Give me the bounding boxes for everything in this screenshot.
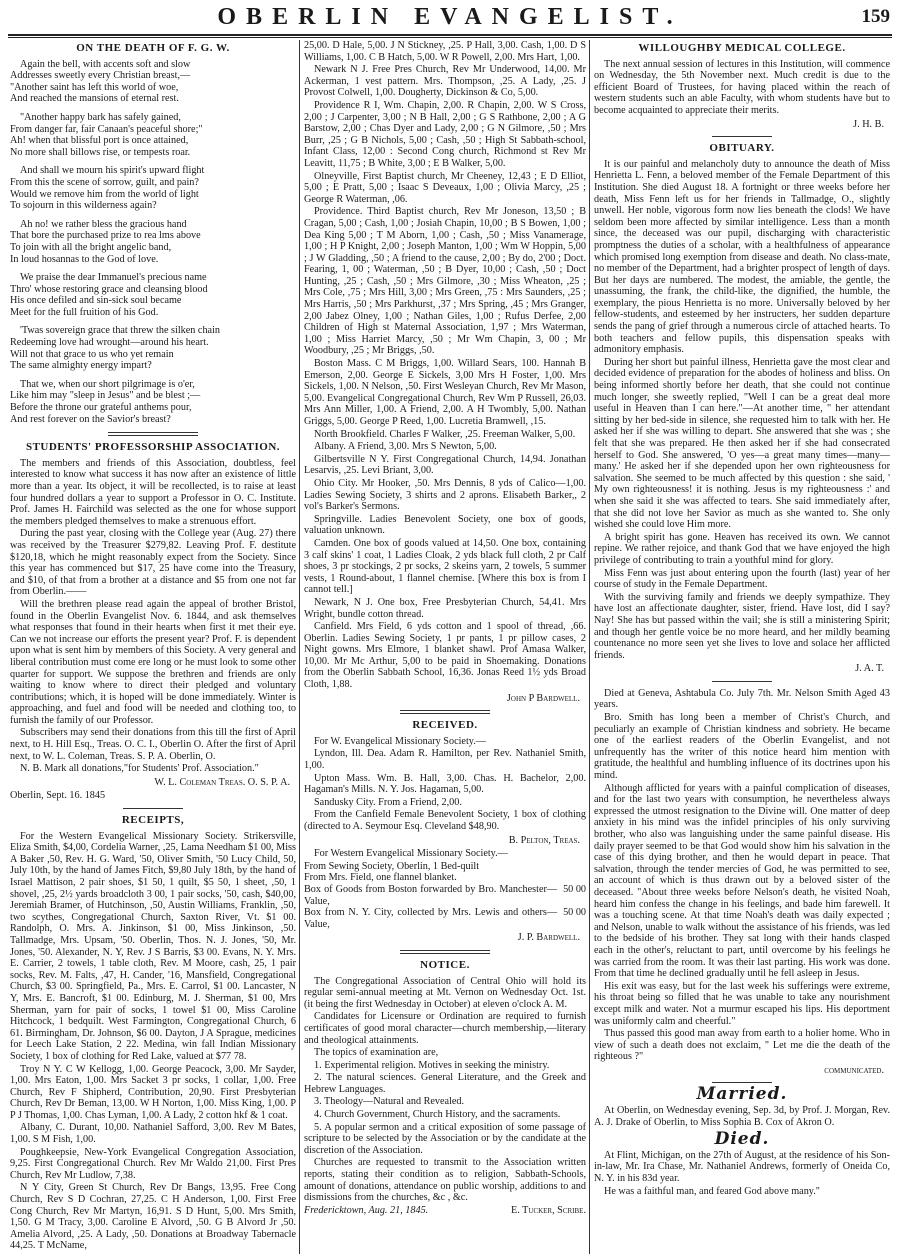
college-signature: J. H. B.: [853, 118, 884, 130]
poem-stanza: Ah no! we rather bless the gracious hand That bore the purchased prize to rea lms above To join with all the bright angelic band, In loud hosannas to the God of love.: [10, 218, 201, 265]
received-title: RECEIVED.: [412, 719, 478, 732]
section-divider: [400, 950, 490, 954]
receipts-paragraph: Boston Mass. C M Briggs, 1,00. Willard Sears, 100. Hannah B Emerson, 2,00. George E Sickels, 3,00 Mrs H Foster, 1,00. Mrs Sickels, 1,00. N Nelson, ,50. First Wesleyan Church, Rev Mr Mason, 5,00. Evangelical Congregational Church, Rev Wm P Russell, 26,03. Mrs Ann Miller, 1,00. A Friend, 2,00. A H Twombly, 5,00. Nathan Griggs, 5,00. George P Reed, 1,00. Lucretia Bramwell, ,15.: [304, 358, 586, 427]
column-1: [10, 40, 296, 1254]
receipts-paragraph: Newark, N J. One box, Free Presbyterian Church, 54,41. Mrs Wright, bundle cotton thread.: [304, 596, 586, 620]
obituary-paragraph: A bright spirit has gone. Heaven has received its own. We cannot repine. We rather rejoice, and thank God that we have enjoyed the high privilege of contributing to train a youthful mind for glory.: [594, 531, 890, 566]
ledger-text: Box of Goods from Boston forwarded by Bro. Manchester—Value,: [304, 883, 558, 907]
poem-stanza: 'Twas sovereign grace that threw the silken chain Redeeming love had wrought—around his heart. Will not that grace to us who yet remain The same almighty energy impart?: [10, 325, 220, 372]
assoc-paragraph: The members and friends of this Association, doubtless, feel interested to know what success it has now after an existence of little more than a year. Its object, it will be recollected, is to raise at least four hundred dollars a year to support a Professor in O. C. Institute. Prof. James H. Fairchild was selected as the one for whose support the members pledged themselves to make a strenuous effort.: [10, 457, 296, 527]
assoc-title: STUDENTS' PROFESSORSHIP ASSOCIATION.: [25, 441, 281, 454]
died-paragraph: Died at Geneva, Ashtabula Co. July 7th. Mr. Nelson Smith Aged 43 years.: [594, 687, 890, 711]
receipts-paragraph: Albany. A Friend, 3,00. Mrs S Newton, 5,00.: [314, 441, 497, 453]
receipts-paragraph: Canfield. Mrs Field, 6 yds cotton and 1 spool of thread, ,66. Oberlin. Ladies Sewing Society, 1 pr pants, 1 pr pillow cases, 2 Night gowns. Mrs Elmore, 1 blanket shawl. Prof Amasa Walker, 10,00. Mr Mc Arthur, 5,00 to be paid in Shoemaking. Donations from the Oberlin Sabbath School, 16,36. Jonas Reed 1½ yds Broad Cloth, 1,88.: [304, 621, 586, 691]
receipts-paragraph: Troy N Y. C W Kellogg, 1,00. George Peacock, 3,00. Mr Sayder, 1,00. Mrs Eaton, 1,00. Mrs Sacket 3 pr socks, 1 collar, 1,00. Free Church, Rev F Shipherd, Contribution, 20,90. First Presbyterian Church, Rev Dr Beman, 13,00. W H Norton, 1,00. Miss King, 1,00. P P J Thomas, 1,00. Chas Lyman, 1,00. A Lady, 2 cotton hkf & 1 coat.: [10, 1063, 296, 1121]
receipts-paragraph: Olneyville, First Baptist church, Mr Cheeney, 12,43 ; E D Elliot, 5,00 ; E Pratt, 5,00 ; Isaac S Deveaux, 1,00 ; Olivia Marcy, ,25 ; George R Waterman, ,06.: [304, 170, 586, 205]
obituary-title: OBITUARY.: [709, 142, 775, 155]
masthead-rule: [8, 34, 892, 36]
column-2: [304, 40, 586, 1254]
receipts-paragraph: Newark N J. Free Pres Church, Rev Mr Underwood, 14,00. Mr Ackerman, 1 vest pattern. Mrs. Thompson, ,25. A Lady, ,25. J Provost Colwell, 1,00. Dougherty, Dickinson & Co, 5,00.: [304, 64, 586, 99]
received-paragraph: From the Canfield Female Benevolent Society, 1 box of clothing (directed to A. Seymour Esq. Cleveland $48,90.: [304, 809, 586, 832]
section-divider: [712, 1082, 772, 1083]
notice-paragraph: The topics of examination are,: [314, 1047, 439, 1059]
receipts-paragraph: North Brookfield. Charles F Walker, ,25. Freeman Walker, 5,00.: [314, 428, 576, 440]
died2-paragraph: At Flint, Michigan, on the 27th of August, at the residence of his Son-in-law, Mr. Ira Chase, Mr. Nathaniel Andrews, formerly of Oneida Co, N. Y. in his 83d year.: [594, 1149, 890, 1185]
married-paragraph: At Oberlin, on Wednesday evening, Sep. 3d, by Prof. J. Morgan, Rev. A. J. Drake of Oberlin, to Miss Sophia B. Cox of Akron O.: [594, 1105, 890, 1128]
ledger-row: [304, 884, 586, 907]
ledger-row: [304, 861, 586, 873]
notice-paragraph: 4. Church Government, Church History, and the sacraments.: [314, 1109, 561, 1121]
section-divider: [123, 808, 183, 809]
ledger-text: From Sewing Society, Oberlin, 1 Bed-quilt: [304, 860, 480, 872]
section-divider: [712, 681, 772, 682]
ledger-text: From Mrs. Field, one flannel blanket.: [304, 872, 457, 884]
notice-paragraph: Churches are requested to transmit to the Association written reports, stating their condition as to religion, Sabbath-Schools, amount of donations, attendance on public worship, additions to and dismissions from the churches, &c , &c.: [304, 1157, 586, 1204]
notice-paragraph: 5. A popular sermon and a critical exposition of some passage of scripture to be selected by the Association or by the candidate at the discretion of the Association.: [304, 1121, 586, 1156]
received-paragraph: For W. Evangelical Missionary Society.—: [314, 735, 486, 747]
ledger-amount: [580, 872, 586, 884]
notice-place: Fredericktown, Aug. 21, 1845.: [304, 1204, 429, 1216]
notice-paragraph: 3. Theology—Natural and Revealed.: [314, 1096, 465, 1108]
newspaper-title: OBERLIN EVANGELIST.: [217, 4, 683, 30]
notice-signature: E. Tucker, Scribe.: [511, 1204, 586, 1216]
receipts-paragraph: Albany, C. Durant, 10,00. Nathaniel Safford, 3,00. Rev M Bates, 1,00. S M Fish, 1,00.: [10, 1122, 296, 1146]
assoc-paragraph: During the past year, closing with the College year (Aug. 27) there was received by the Treasurer $279,82. Leaving Prof. F. destitute $120,18, which he might reasonably expect from the Society. Since this year has commenced but $17, 25 have come into the Treasury, and $10, of that from a brother at a distance and $5 from one not far from Oberlin.——: [10, 528, 296, 598]
married-title: Married.: [696, 1084, 788, 1105]
notice-paragraph: Candidates for Licensure or Ordination are required to furnish certificates of good moral character—church membership,—literary and theological attainments.: [304, 1011, 586, 1046]
notice-title: NOTICE.: [420, 958, 470, 971]
college-paragraph: The next annual session of lectures in this Institution, will commence on Wednesday, the 5th November next. Much credit is due to the efficient Board of Trustees, for having placed within the reach of western students such an able Faculty, with whom students have but to become acquainted to appreciate their merits.: [594, 58, 890, 116]
obituary-signature: J. A. T.: [855, 663, 884, 675]
died-paragraph: Bro. Smith has long been a member of Christ's Church, and peculiarly an example of Christian kindness and sobriety. He became one of the earliest readers of the Oberlin Evangelist, and not unfrequently has the writer of this notice heard him mention with gratitude, the healthful and humbling influence of its doctrines upon his mind.: [594, 712, 890, 782]
died2-title: Died.: [714, 1129, 770, 1150]
poem-stanza: And shall we mourn his spirit's upward flight From this the scene of sorrow, guilt, and pain? Would we remove him from the world of light To sojourn in this wilderness again?: [10, 165, 205, 212]
ledger-row: [304, 872, 586, 884]
receipts-title: RECEIPTS,: [121, 814, 185, 827]
notice-footer: [304, 1205, 586, 1217]
poem-stanza: "Another happy bark has safely gained, From danger far, fair Canaan's peaceful shore;" Ah! when that blissful port is once attained, No more shall billows rise, or tempests roar.: [10, 111, 203, 158]
obituary-paragraph: During her short but painful illness, Henrietta gave the most clear and decided evidence of preparation for the abodes of holiness and bliss. On being informed shortly before her death, that she could not continue much longer, she sweetly replied, "Well I can be a great deal more useful in Heaven than I can here."—At another time, " her attendant sitting by her bed-side in silence, she requested him to talk with her. He asked her if she was willing to depart. She answered that she was ; she felt that she was prepared. He then asked her if she had consecrated herself to God. She answered, 'O yes—a great many times—many—many.' He asked her if she depended upon her own righteousness for salvation. She seemed to be much affected by this question : she said, ' My own righteousness! it is nothing. Jesus is my righteousness :' and when she said it she was affected to tears. She said immediately after, that she did not love her Savior as much as she wanted to. She only wished she could love Him more.: [594, 356, 890, 531]
masthead: [8, 4, 892, 36]
receipts-paragraph: 25,00. D Hale, 5,00. J N Stickney, ,25. P Hall, 3,00. Cash, 1,00. D S Williams, 1,00. C B Hatch, 5,00. W R Powell, 2,00. Mrs Hart, 1,00.: [304, 40, 586, 63]
received-signature: B. Pelton, Treas.: [508, 834, 580, 846]
obituary-paragraph: It is our painful and melancholy duty to announce the death of Miss Henrietta L. Fenn, a beloved member of the Female Department of this Institution. She died August 18. A fortnight or three weeks before her death, Miss Fenn left us for her friends in Tallmadge, O., slightly unwell. Her noble, vigorous form now lies beneath the clods! We have seldom been more affected by similar intelligence. Less than a month since, the deceased was our pupil, discharging with characteristic promptness the duties of a scholar, with a healthfulness of appearance which promised long exemption from disease and death. No class-mate, no member of the Department, had a brighter prospect of length of days. But her days are numbered. The modest, the amiable, the gentle, the unassuming, the frank, the child-like, the dignified, the humble, the exemplary, the pious Henrietta is no more. Universally beloved by her fellow-students, and esteemed by her instructers, her sudden departure sends the pang of grief through a numerous circle of attached hearts. To both teachers and fellow pupils, this dispensation speaks with admonitory emphasis.: [594, 158, 890, 356]
received-signature: J. P. Bardwell.: [517, 932, 580, 944]
died-paragraph: Thus passed this good man away from earth to a holier home. Who in view of such a death does not exclaim, " Let me die the death of the righteous ?": [594, 1028, 890, 1063]
page-number: 159: [861, 6, 890, 27]
poem: [10, 59, 296, 426]
receipts-signature: John P Bardwell.: [506, 692, 580, 704]
column-3: [594, 40, 890, 1254]
section-divider: [108, 432, 198, 436]
receipts-paragraph: Camden. One box of goods valued at 14,50. One box, containing 3 calf skins' 1 coat, 1 Ladies Cloak, 2 yds black full cloth, 2 pr Calf shoes, 3 pr stockings, 2 pr socks, 2 skeins yarn, 2 towels, 5 summer vests, 1 Round-about, 1 flannel chemise. [Where this box is from I cannot tell.]: [304, 537, 586, 596]
notice-paragraph: 2. The natural sciences. General Literature, and the Greek and Hebrew Languages.: [304, 1072, 586, 1095]
column-divider: [299, 40, 300, 1254]
assoc-signature: W. L. Coleman Treas. O. S. P. A.: [154, 776, 290, 788]
received-paragraph: Upton Mass. Wm. B. Hall, 3,00. Chas. H. Bachelor, 2,00. Hagaman's Mills. N. Y. Jos. Hagaman, 5,00.: [304, 772, 586, 796]
receipts-paragraph: Gilbertsville N Y. First Congregational Church, 14,94. Jonathan Lesarvis, ,25. Levi Briant, 3,00.: [304, 453, 586, 477]
notice-paragraph: The Congregational Association of Central Ohio will hold its regular semi-annual meeting at Mt. Vernon on Wednesday Oct. 1st. (it being the first Wednesday in October) at eleven o'clock A. M.: [304, 975, 586, 1010]
ledger-text: Box from N. Y. City, collected by Mrs. Lewis and others—Value,: [304, 907, 558, 930]
notice-paragraph: 1. Experimental religion. Motives in seeking the ministry.: [314, 1059, 550, 1071]
died-paragraph: Although afflicted for years with a painful complication of diseases, and for the last two years with consumption, he nevertheless always expressed the utmost resignation to the Divine will. One matter of deep anxiety in his mind was the infidel principles of his only surviving brother, who also was languishing under the same painful disease. His daily prayer seemed to be that God would show him his salvation in the case of this dying brother, and then he would depart in peace. That salvation, through the tender mercies of God, he was permitted to see, an account of which is thus drawn out by a beloved sister of the deceased. "About three weeks before Nelson's death, he visited Noah, heard him confess the change in his feelings, and bade him farewell. It was a touching scene. At that time Noah's death was daily expected ; and Nelson, unable to walk without the assistance of his friends, was led to the bedside of his brother. They sat long with their hands clasped each in the other's, reluctant to part, until overcome by his feelings he was carried from the room. It was their last parting. His work was done. From that time he declined gradually until he fell asleep in Jesus.: [594, 782, 890, 980]
receipts-paragraph: Providence. Third Baptist church, Rev Mr Joneson, 13,50 ; B Cragan, 5,00 ; Cash, 1,00 ; Josiah Chapin, 10,00 ; B S Bowen, 1,00 ; Dea King 5,00 ; T M Aborn, 1,00 ; Cash, ,50 ; Miss Vanamerage, 1,00 ; H P Knight, 2,00 ; Joseph Manton, 1,00 ; Wm W Hoppin, 5,00 ; J W Gladding, ,50 ; A friend to the cause, 2,00 ; By do, 2'00 ; Doct. Fearing, 1, 00 ; Waterman, ,50 ; B Dyer, 10,00 ; Cash, ,50 ; Doct Hunting, ,25 ; Cash, ,50 ; Mrs Gilmore, ,30 ; Miss Wheaton, ,25 ; Mrs Cole, ,75 ; Mrs Hill, 3,00 ; Mrs Green, ,75 : Mrs Saunders, ,25 ; Mrs Harris, ,50 ; Mrs Parkhurst, ,37 ; Mrs Spring, ,45 ; Mrs Granger, 2,00 Jabez Olney, 1,00 ; Nathan Giles, 1,00 ; Rufus Derfee, 2,00 Children of High st Maternal Association, 1,97 ; Mrs Waterman, 1,00 ; Miss Harriet Marcy, ,50 ; Mr Wm Chapin, 3, 00 ; Mr Woodbury, ,25 ; Mr Briggs, ,50.: [304, 206, 586, 357]
receipts-paragraph: Springville. Ladies Benevolent Society, one box of goods, valuation unknown.: [304, 513, 586, 537]
died-paragraph: His exit was easy, but for the last week his sufferings were extreme, his throat being so filled that he was unable to take any nourishment except milk and water. Not a murmur escaped his lips. His deportment was uniformly calm and cheerful.": [594, 980, 890, 1027]
poem-title: ON THE DEATH OF F. G. W.: [76, 42, 230, 54]
receipts-paragraph: For the Western Evangelical Missionary Society. Strikersville, Eliza Smith, $4,00, Cordelia Warner, ,25, Lama Needham $1 00, Miss A Baker ,50, Rev. H. G. Ward, '50, Oliver Smith, '50 Lucy Child, 50, July 10th, by the hand of James Fitch, $9,80 July 18th, by the hand of Israel Mattison, 2 pair shoes, $1 50, 1 quilt, $5 50, 1 sheet, ,50, 1 shovel, ,25, 2½ yards broadcloth 3 00, 1 pair socks, '50, cash, $40,00, Jeremiah Bramer, of Hutchinson, ,50, Austin Williams, Franklin, ,50, two scythes, Congregational Church, Saxton River, Vt. $1 00. Randolph, O. Mrs. A. Jinkinson, $1 00, Miss Jinkinson, ,50. Tallmadge, Mrs. Upsam, '50. Oberlin, Thos. N. J. Jones, '50, Mr. Jones, '50. Alexander, N. Y, Rev. J S Barris, $3 00. Evans, N. Y. Mrs. E. Carrier, 2 towels, 1 table cloth, Rev. M Moore, cash, 25, 1 pair socks, Rev. M. Falts, ,47, H. Cander, '16, Mansfield, Congregational Church, $3 00. Springfield, Pa., Mrs. E. Carrol, $1 00. Lancaster, N Y, Mrs. E. Bancroft, $1 00. Edinburg, M. J. Sherman, $1 00, Mrs Sherman, yarn for pair of socks, 1 towel $1 00, Miss Caroline Hitchcock, 1 bedquilt. West Farmington, Congregational Church, 6 61. Birmingham, Dr. Johnson, $6 00. Dayton, J A Sprague, medicines for Leech Lake Station, 2 22. Medina, win fall Indian Missionary Society, 1 box of clothing for Red Lake, valued at $77 78.: [10, 830, 296, 1062]
ledger-amount: [580, 861, 586, 873]
received-paragraph: For Western Evangelical Missionary Society.—: [314, 848, 508, 860]
died-signature: communicated.: [824, 1064, 884, 1076]
received-paragraph: Sandusky City. From a Friend, 2,00.: [314, 796, 462, 808]
poem-stanza: We praise the dear Immanuel's precious name Thro' whose restoring grace and cleansing blood His once defiled and sin-sick soul became Meet for the full fruition of his God.: [10, 272, 208, 318]
receipts-paragraph: Ohio City. Mr Hooker, ,50. Mrs Dennis, 8 yds of Calico—1,00. Ladies Sewing Society, 3 shirts and 2 aprons. Elisabeth Barker,, 2 vol's Barker's Sermons.: [304, 477, 586, 513]
ledger-amount: 50 00: [563, 907, 586, 919]
section-divider: [712, 136, 772, 137]
ledger-amount: 50 00: [563, 883, 586, 895]
column-divider: [589, 40, 590, 1254]
receipts-paragraph: Providence R I, Wm. Chapin, 2,00. R Chapin, 2,00. W S Cross, 2,00 ; J Carpenter, 3,00 ; N B Hall, 2,00 ; G S Rathbone, 2,00 ; A G Barstow, 2,00 ; Chas Dyer and Lady, 2,00 ; G N Gilmore, ,50 ; Mrs Burr, ,25 ; G B Nichols, 5,00 ; Cash, ,50 ; High St Sabbath-school, Infant Class, 12,00 : Second Cong church, Richmond st Rev Mr Leavitt, 11,75 ; B White, 3,00 ; E B Walker, 5,00.: [304, 99, 586, 169]
obituary-paragraph: Miss Fenn was just about entering upon the fourth (last) year of her course of study in the Female Department.: [594, 567, 890, 591]
receipts-paragraph: N Y City, Green St Church, Rev Dr Bangs, 13,95. Free Cong Church, Rev S D Cochran, 27,25. C H Anderson, 1,00. First Free Cong Church, Rev Mr Martyn, 16,91. S D Hunt, 5,00. Mrs Smith, 1,50. G M Tracy, 3,00. Caroline E Alvord, ,50. G B Alvord Jr ,50. Amelia Alvord, ,25. A Lady, ,50. Donations at Broadway Tabernacle 44,25. T McName,: [10, 1182, 296, 1252]
assoc-paragraph: Subscribers may send their donations from this till the first of April next, to H. Hill Esq., Treas. O. C. I., Oberlin O. After the first of April next, to W. L. Coleman, Treas. S. P. A. Oberlin, O.: [10, 727, 296, 762]
ledger-row: [304, 907, 586, 930]
receipts-paragraph: Poughkeepsie, New-York Evangelical Congregation Association, 9,25. First Congregational Church. Rev Mr Waldo 21,00. First Pres Church, Rev Mr Ludlow, 7,38.: [10, 1146, 296, 1181]
masthead-rule-thin: [8, 37, 892, 38]
assoc-dateline: Oberlin, Sept. 16. 1845: [10, 790, 106, 802]
obituary-paragraph: With the surviving family and friends we deeply sympathize. They have lost an affectionate daughter, sister, friend. Have lost, did I say? Nay! She has but passed within the vail; she is still a ministering Spirit; and though her gentle voice be no more heard, and her mildly beaming countenance no more seen yet she lives to love and solace her afflicted friends.: [594, 591, 890, 661]
received-paragraph: Lyndon, Ill. Dea. Adam R. Hamilton, per Rev. Nathaniel Smith, 1,00.: [304, 748, 586, 772]
college-title: WILLOUGHBY MEDICAL COLLEGE.: [638, 42, 846, 54]
poem-stanza: Again the bell, with accents soft and slow Addresses sweetly every Christian breast,— "Another saint has left this world of woe, And reached the mansions of eternal rest.: [10, 58, 191, 105]
poem-stanza: That we, when our short pilgrimage is o'er, Like him may "sleep in Jesus" and be blest ;— Before the throne our grateful anthems pour, And rest forever on the Savior's breast?: [10, 378, 201, 425]
section-divider: [400, 710, 490, 714]
assoc-paragraph: Will the brethren please read again the appeal of brother Bristol, found in the Oberlin Evangelist Nov. 6. 1844, and ask themselves what responses that found in their hearts when first it met their eye. Can we not increase our efforts the present year? Prof. F. is dependent upon what is sent him by members of this Society. A very general and liberal contribution must come ere long or he must look to some other quarter for support. We suppose the brethren and friends are only waiting to know where to direct their pledged and voluntary contributions; which, it is hoped will be done immediately. Winter is approaching, and fuel and food will be needed and clothing too, to furnish the family of our Professor.: [10, 598, 296, 726]
assoc-paragraph: N. B. Mark all donations,"for Students' Prof. Association.": [20, 763, 259, 775]
died2-paragraph: He was a faithful man, and feared God above many.": [604, 1185, 820, 1197]
